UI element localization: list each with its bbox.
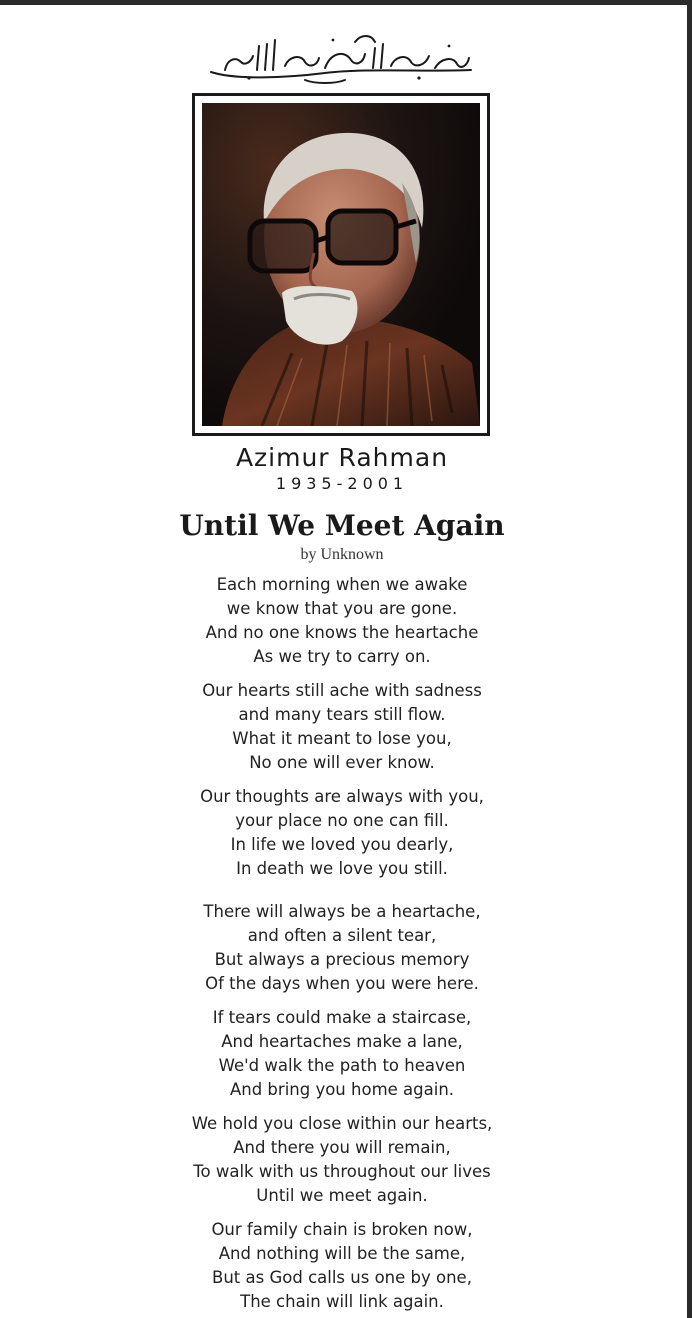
poem-line: And bring you home again. [229,1080,455,1099]
poem-line: We'd walk the path to heaven [218,1056,466,1075]
life-years: 1935-2001 [275,474,409,493]
poem-stanza-5 [0,1006,684,1102]
poem-line: In death we love you still. [236,859,448,878]
poem-line: and often a silent tear, [247,926,437,945]
poem-author: by Unknown [300,546,384,563]
poem-stanza-2 [0,679,684,775]
poem-stanza-7 [0,1218,684,1314]
poem-line: And heartaches make a lane, [221,1032,463,1051]
bismillah-calligraphy [205,26,477,84]
poem-title: Until We Meet Again [179,509,505,542]
poem-line: The chain will link again. [240,1292,444,1311]
portrait-photo [202,103,480,426]
poem-line: And nothing will be the same, [218,1244,466,1263]
poem-line: There will always be a heartache, [203,902,481,921]
poem-line: Each morning when we awake [216,575,468,594]
poem-line: And there you will remain, [233,1138,451,1157]
poem-stanza-3 [0,785,684,881]
poem-stanza-4 [0,900,684,996]
poem-line: But always a precious memory [214,950,470,969]
poem-line: No one will ever know. [249,753,435,772]
poem-line: and many tears still flow. [238,705,446,724]
poem-line: your place no one can fill. [235,811,449,830]
poem-line: But as God calls us one by one, [212,1268,472,1287]
poem-line: Our hearts still ache with sadness [202,681,482,700]
poem-line: Our family chain is broken now, [211,1220,473,1239]
poem-line: If tears could make a staircase, [212,1008,472,1027]
poem-line: We hold you close within our hearts, [191,1114,493,1133]
poem-line: we know that you are gone. [226,599,458,618]
portrait-frame [192,93,490,436]
poem-line: What it meant to lose you, [232,729,452,748]
poem-line: Our thoughts are always with you, [200,787,484,806]
poem-line: Of the days when you were here. [205,974,479,993]
poem-line: Until we meet again. [256,1186,428,1205]
poem-line: And no one knows the heartache [205,623,479,642]
poem-line: To walk with us throughout our lives [193,1162,491,1181]
poem-line: As we try to carry on. [253,647,431,666]
poem-stanza-1 [0,573,684,669]
poem-stanza-6 [0,1112,684,1208]
poem-line: In life we loved you dearly, [230,835,454,854]
deceased-name: Azimur Rahman [235,443,449,472]
